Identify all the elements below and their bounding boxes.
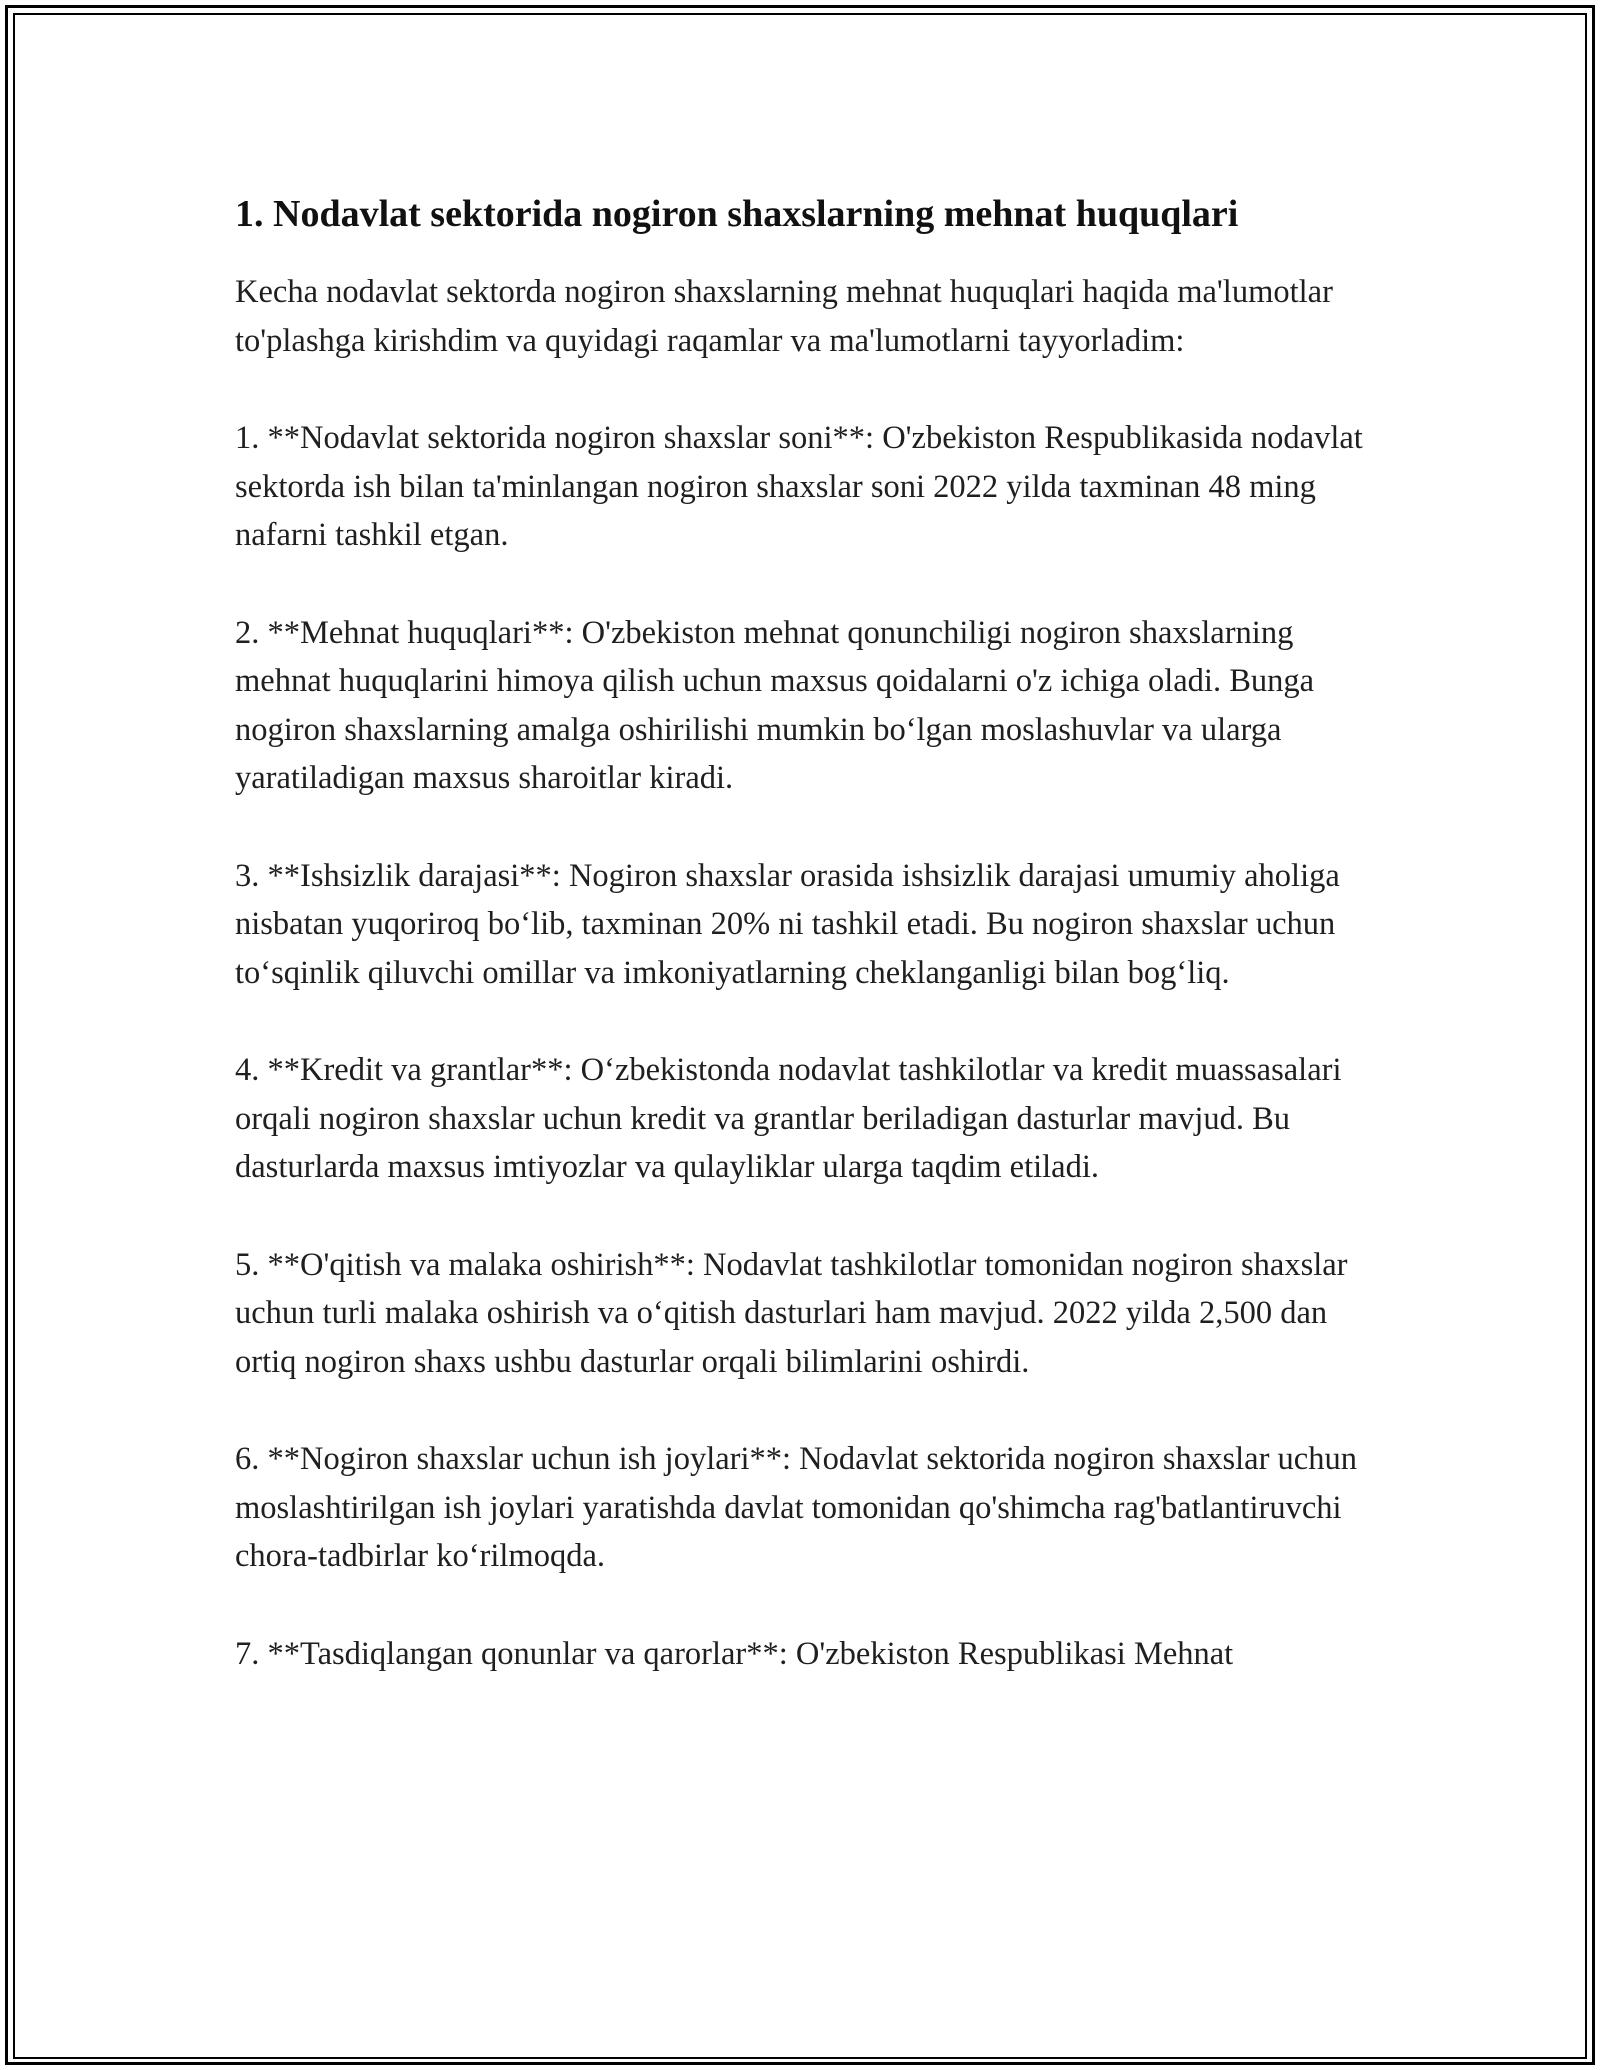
list-item-7: 7. **Tasdiqlangan qonunlar va qarorlar**: O'zbekiston Respublikasi Mehnat xyxy=(235,1635,1234,1672)
document-body xyxy=(235,186,1375,1727)
list-item-1: 1. **Nodavlat sektorida nogiron shaxslar soni**: O'zbekiston Respublikasida nodavlat sektorda ish bilan ta'minlangan nogiron shaxslar soni 2022 yilda taxminan 48 ming nafarni tashkil etgan. xyxy=(235,420,1363,553)
list-item-3: 3. **Ishsizlik darajasi**: Nogiron shaxslar orasida ishsizlik darajasi umumiy aholiga nisbatan yuqoriroq bo‘lib, taxminan 20% ni tashkil etadi. Bu nogiron shaxslar uchun to‘sqinlik qiluvchi omillar va imkoniyatlarning cheklanganligi bilan bog‘liq. xyxy=(235,857,1340,991)
list-item-4: 4. **Kredit va grantlar**: O‘zbekistonda nodavlat tashkilotlar va kredit muassasalari orqali nogiron shaxslar uchun kredit va grantlar beriladigan dasturlar mavjud. Bu dasturlarda maxsus imtiyozlar va qulayliklar ularga taqdim etiladi. xyxy=(235,1052,1342,1185)
list-item-2: 2. **Mehnat huquqlari**: O'zbekiston mehnat qonunchiligi nogiron shaxslarning mehnat huquqlarini himoya qilish uchun maxsus qoidalarni o'z ichiga oladi. Bunga nogiron shaxslarning amalga oshirilishi mumkin bo‘lgan moslashuvlar va ularga yaratiladigan maxsus sharoitlar kiradi. xyxy=(235,614,1315,796)
list-item-5: 5. **O'qitish va malaka oshirish**: Nodavlat tashkilotlar tomonidan nogiron shaxslar uchun turli malaka oshirish va o‘qitish dasturlari ham mavjud. 2022 yilda 2,500 dan ortiq nogiron shaxs ushbu dasturlar orqali bilimlarini oshirdi. xyxy=(235,1246,1348,1380)
intro-paragraph: Kecha nodavlat sektorda nogiron shaxslarning mehnat huquqlari haqida ma'lumotlar to'plashga kirishdim va quyidagi raqamlar va ma'lumotlarni tayyorladim: xyxy=(235,274,1333,359)
document-title: 1. Nodavlat sektorida nogiron shaxslarning mehnat huquqlari xyxy=(235,193,1239,235)
list-item-6: 6. **Nogiron shaxslar uchun ish joylari**: Nodavlat sektorida nogiron shaxslar uchun moslashtirilgan ish joylari yaratishda davlat tomonidan qo'shimcha rag'batlantiruvchi chora-tadbirlar ko‘rilmoqda. xyxy=(235,1441,1357,1574)
